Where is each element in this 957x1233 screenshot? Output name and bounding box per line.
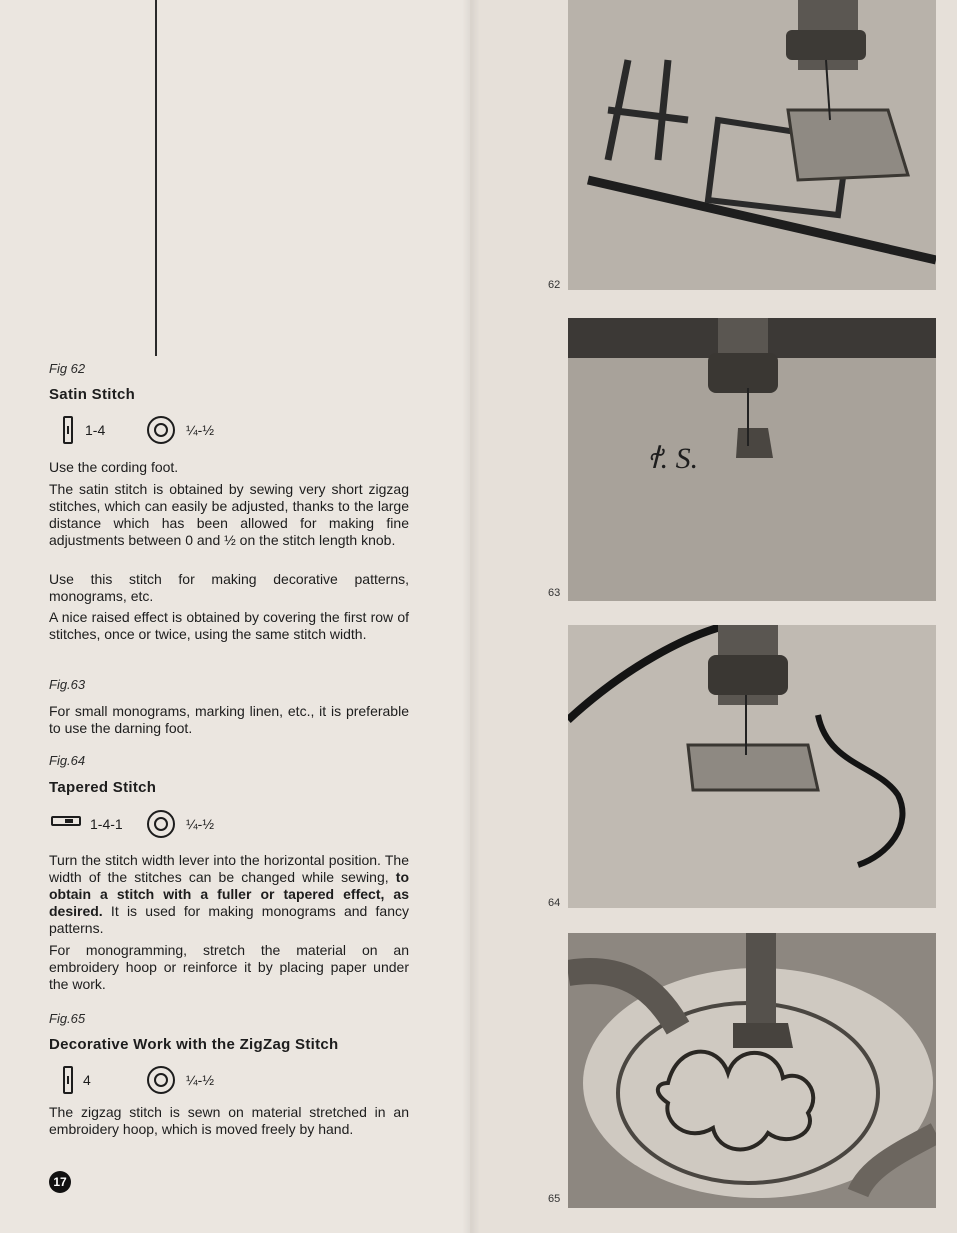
photo-fig62 — [568, 0, 936, 290]
fig63-label: Fig.63 — [49, 677, 86, 692]
fig64-para-1-bold: to obtain a stitch with a fuller or tapered effect, as desired. — [49, 869, 409, 919]
fig64-para-1-b: It is used for making monograms and fancy patterns. — [49, 903, 409, 936]
stitch-length-knob-icon — [147, 1066, 175, 1094]
fig62-para-3: Use this stitch for making decorative patterns, monograms, etc. — [49, 571, 409, 604]
stitch-length-knob-icon — [147, 416, 175, 444]
photo-64-number: 64 — [548, 897, 561, 909]
fig62-label: Fig 62 — [49, 361, 86, 376]
photo-65-number: 65 — [548, 1193, 561, 1205]
fig64-para-2: For monogramming, stretch the material on an embroidery hoop or reinforce it by placing paper under the work. — [49, 942, 409, 992]
fig62-para-2: The satin stitch is obtained by sewing very short zigzag stitches, which can easily be adjusted, thanks to the large distance which has been allowed for making fine adjustments between 0 and ½ on the stitch length knob. — [49, 481, 409, 548]
photo-fig65 — [568, 933, 936, 1208]
fig64-width-value: 1-4-1 — [90, 816, 123, 832]
stitch-width-lever-icon — [63, 416, 73, 444]
photo-fig63 — [568, 318, 936, 601]
fig62-width-value: 1-4 — [85, 422, 106, 438]
photo-62-number: 62 — [548, 279, 561, 291]
stitch-width-lever-horizontal-icon — [51, 816, 81, 826]
fig64-label: Fig.64 — [49, 753, 86, 768]
vertical-rule — [155, 0, 157, 356]
fig64-para-1 — [49, 852, 409, 937]
fig64-settings — [49, 810, 299, 840]
fig62-length-value: ¼-½ — [186, 422, 215, 438]
photo-fig64 — [568, 625, 936, 908]
stitch-width-lever-icon — [63, 1066, 73, 1094]
fig65-length-value: ¼-½ — [186, 1072, 215, 1088]
photo-63-number: 63 — [548, 587, 561, 599]
fig62-heading: Satin Stitch — [49, 386, 136, 403]
fig65-label: Fig.65 — [49, 1011, 86, 1026]
fig62-settings — [49, 416, 299, 446]
fig63-para: For small monograms, marking linen, etc., it is preferable to use the darning foot. — [49, 703, 409, 736]
fig65-heading: Decorative Work with the ZigZag Stitch — [49, 1036, 339, 1053]
page-number-badge: 17 — [49, 1171, 71, 1193]
stitch-length-knob-icon — [147, 810, 175, 838]
fig65-para: The zigzag stitch is sewn on material stretched in an embroidery hoop, which is moved freely by hand. — [49, 1104, 409, 1137]
fig65-settings — [49, 1066, 299, 1096]
fig62-para-1: Use the cording foot. — [49, 459, 179, 475]
fig62-para-4: A nice raised effect is obtained by covering the first row of stitches, once or twice, using the same stitch width. — [49, 609, 409, 642]
fig64-para-1-a: Turn the stitch width lever into the horizontal position. The width of the stitches can be changed while sewing, — [49, 852, 409, 885]
fig64-length-value: ¼-½ — [186, 816, 215, 832]
book-spine — [462, 0, 480, 1233]
fig65-width-value: 4 — [83, 1072, 91, 1088]
svg-text:ꬷ. S.: ꬷ. S. — [648, 442, 699, 475]
fig64-heading: Tapered Stitch — [49, 779, 157, 796]
